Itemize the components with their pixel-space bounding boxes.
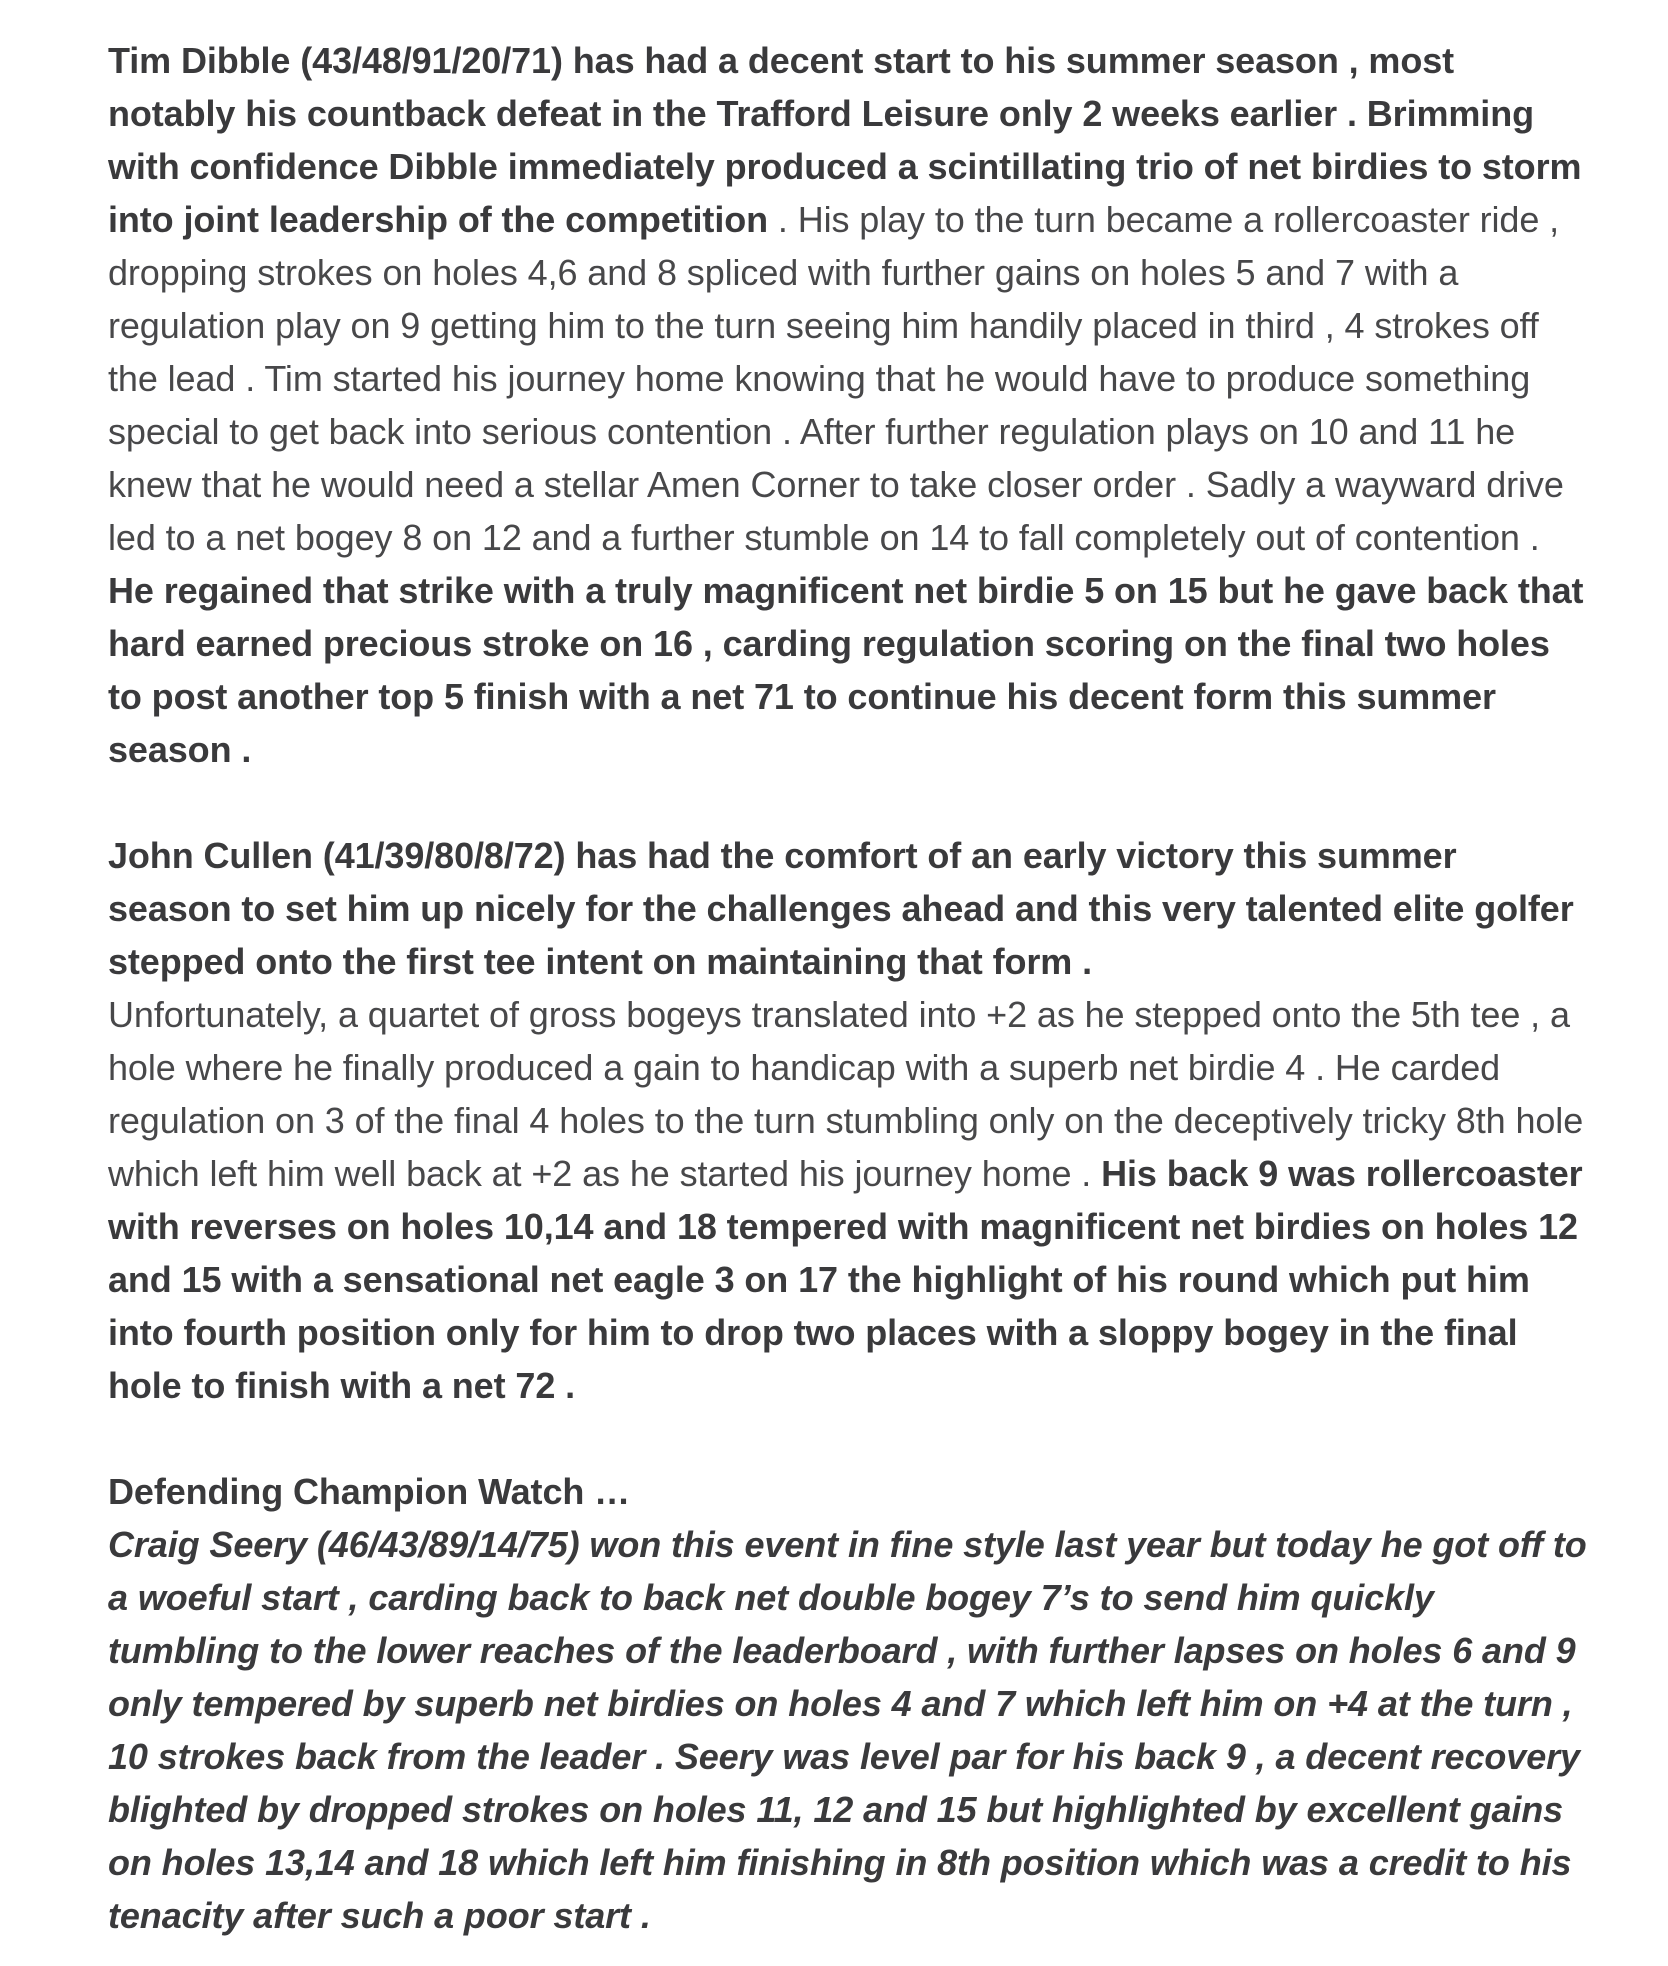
paragraph-defending-champion [108, 1465, 1588, 1942]
section-heading: Defending Champion Watch … [108, 1471, 631, 1512]
paragraph-spacer [108, 776, 1588, 829]
text-segment-bold: He regained that strike with a truly magnificent net birdie 5 on 15 but he gave back that hard earned precious stroke on 16 , carding regulation scoring on the final two holes to post another top 5 finish with a net 71 to continue his decent form this summer season . [108, 570, 1584, 770]
article-body [108, 34, 1588, 1942]
text-segment-bold: Tim Dibble (43/48/91/20/71) has had a decent start to his summer season , most notably his countback defeat in the Trafford Leisure only 2 weeks earlier . Brimming with confidence Dibble immediately produced a scintillating trio of net birdies to storm into joint leadership of the competition [108, 40, 1582, 240]
text-segment-bold: John Cullen (41/39/80/8/72) has had the comfort of an early victory this summer season to set him up nicely for the challenges ahead and this very talented elite golfer stepped onto the first tee intent on maintaining that form . [108, 835, 1574, 982]
text-segment-normal: Unfortunately, a quartet of gross bogeys translated into +2 as he stepped onto the 5th tee , a hole where he finally produced a gain to handicap with a superb net birdie 4 . He carded regulation on 3 of the final 4 holes to the turn stumbling only on the deceptively tricky 8th hole which left him well back at +2 as he started his journey home . [108, 994, 1584, 1194]
text-segment-normal: . His play to the turn became a rollercoaster ride , dropping strokes on holes 4,6 and 8 spliced with further gains on holes 5 and 7 with a regulation play on 9 getting him to the turn seeing him handily placed in third , 4 strokes off the lead . Tim started his journey home knowing that he would have to produce something special to get back into serious contention . After further regulation plays on 10 and 11 he knew that he would need a stellar Amen Corner to take closer order . Sadly a wayward drive led to a net bogey 8 on 12 and a further stumble on 14 to fall completely out of contention . [108, 199, 1564, 558]
text-segment-bold: His back 9 was rollercoaster with reverses on holes 10,14 and 18 tempered with magnificent net birdies on holes 12 and 15 with a sensational net eagle 3 on 17 the highlight of his round which put him into fourth position only for him to drop two places with a sloppy bogey in the final hole to finish with a net 72 . [108, 1153, 1583, 1406]
text-segment-italic: Craig Seery (46/43/89/14/75) won this event in fine style last year but today he got off to a woeful start , carding back to back net double bogey 7’s to send him quickly tumbling to the lower reaches of the leaderboard , with further lapses on holes 6 and 9 only tempered by superb net birdies on holes 4 and 7 which left him on +4 at the turn , 10 strokes back from the leader . Seery was level par for his back 9 , a decent recovery blighted by dropped strokes on holes 11, 12 and 15 but highlighted by excellent gains on holes 13,14 and 18 which left him finishing in 8th position which was a credit to his tenacity after such a poor start . [108, 1524, 1587, 1936]
paragraph-spacer [108, 1412, 1588, 1465]
paragraph-tim-dibble [108, 34, 1588, 776]
paragraph-john-cullen [108, 829, 1588, 1412]
